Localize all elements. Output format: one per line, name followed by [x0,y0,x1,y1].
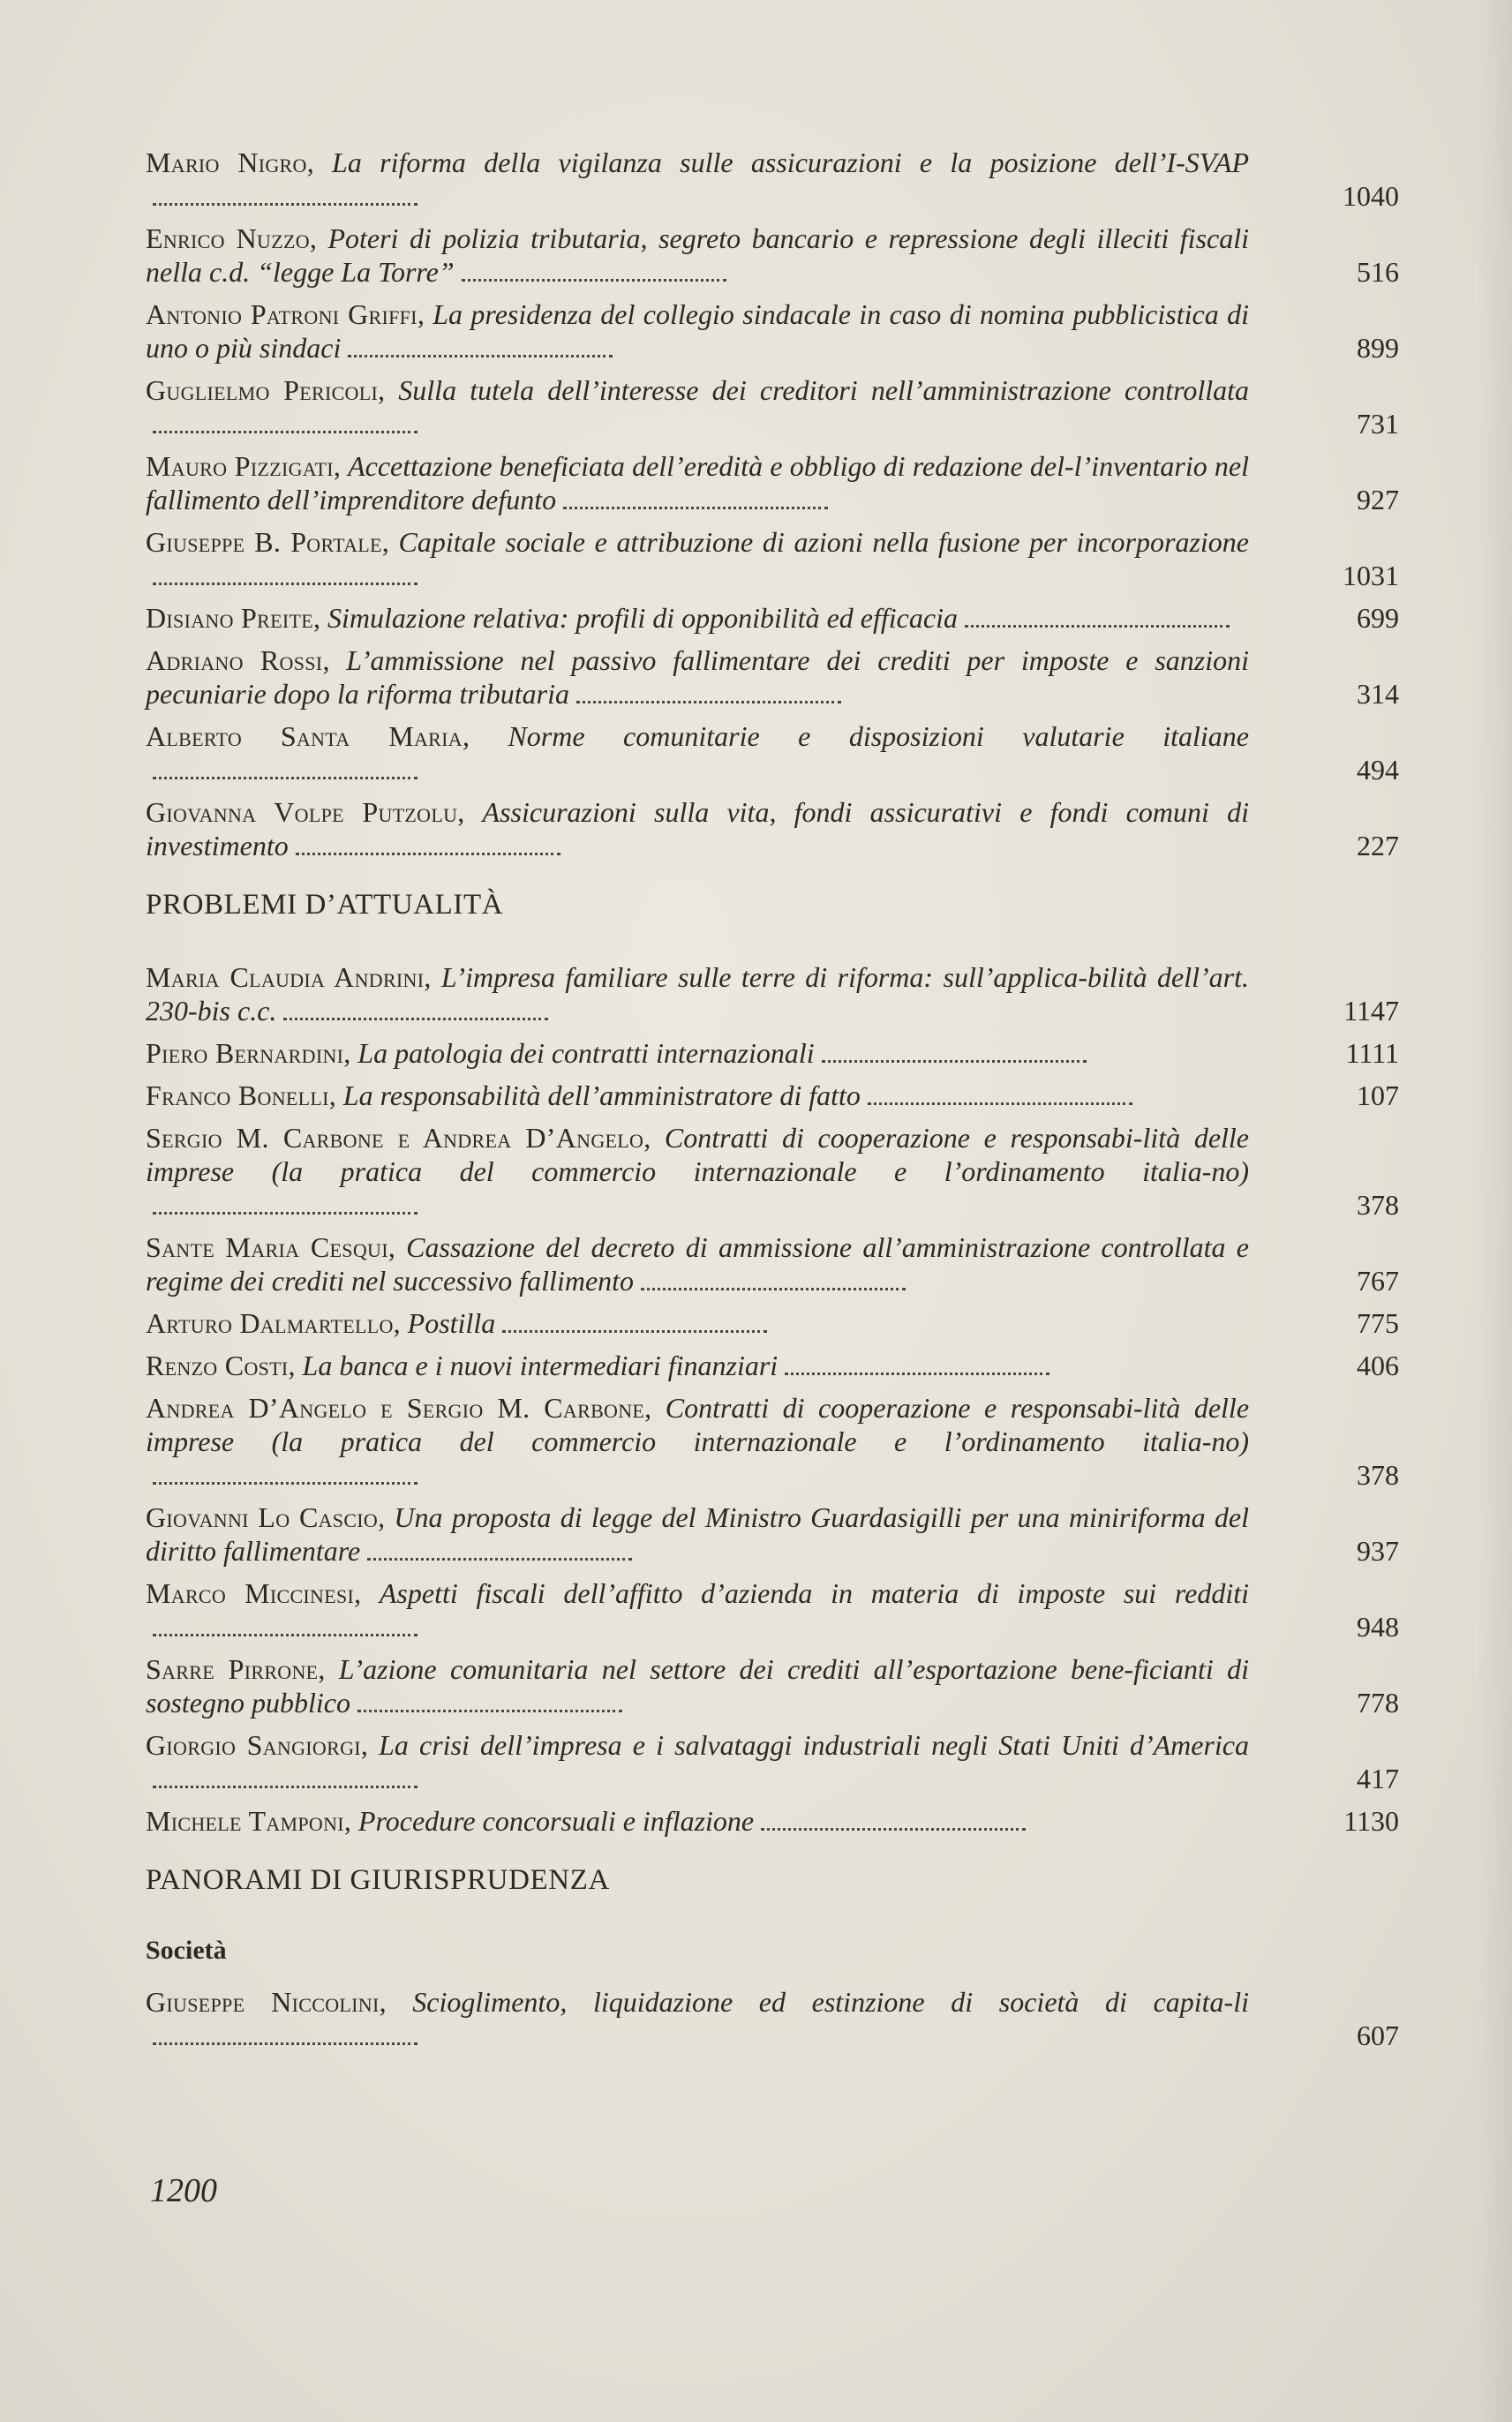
dot-leader [153,575,417,585]
entry-title: Procedure concorsuali e inflazione [357,1805,755,1837]
dot-leader [153,196,417,206]
entry-author: Sarre Pirrone [146,1653,319,1685]
entry-text: Guglielmo Pericoli, Sulla tutela dell’interesse dei creditori nell’amministrazione controllata [146,373,1249,440]
toc-entry [146,1306,1399,1340]
entry-title: La responsabilità dell’amministratore di fatto [342,1079,861,1111]
entry-title: Scioglimento, liquidazione ed estinzione di società di capita-li [412,1986,1249,2018]
entry-text: Sante Maria Cesqui, Cassazione del decreto di ammissione all’amministrazione controllata e regime dei crediti nel successivo fallimento [146,1231,1249,1297]
entry-page-number: 948 [1357,1611,1399,1643]
entry-text: Andrea D’Angelo e Sergio M. Carbone, Contratti di cooperazione e responsabi-lità delle imprese (la pratica del commercio internazionale e l’ordinamento italia-no) [146,1391,1249,1492]
entry-page-number: 778 [1357,1687,1399,1719]
toc-entry [146,146,1399,213]
toc-entry [146,1985,1399,2052]
dot-leader [153,1627,417,1636]
dot-leader [822,1053,1087,1063]
entry-page-number: 899 [1357,332,1399,364]
entry-text: Franco Bonelli, La responsabilità dell’amministratore di fatto [146,1079,1249,1112]
toc-entry [146,222,1399,289]
entry-author: Franco Bonelli [146,1079,329,1111]
entry-page-number: 227 [1357,830,1399,861]
entry-text: Adriano Rossi, L’ammissione nel passivo fallimentare dei crediti per imposte e sanzioni pecuniarie dopo la riforma tributaria [146,644,1250,710]
toc-entry [146,373,1399,440]
entry-page-number: 378 [1357,1459,1399,1491]
entry-author: Adriano Rossi [146,644,323,676]
entry-title: La banca e i nuovi intermediari finanziari [302,1350,779,1381]
entry-author: Andrea D’Angelo e Sergio M. Carbone [146,1392,645,1424]
toc-entry [146,1576,1399,1644]
entry-author: Mario Nigro [146,147,307,178]
entry-text: Enrico Nuzzo, Poteri di polizia tributaria, segreto bancario e repressione degli illeciti fiscali nella c.d. “legge La Torre” [146,222,1250,288]
entry-page-number: 699 [1357,602,1399,634]
entry-title: Contratti di cooperazione e responsabi-lità delle imprese (la pratica del commercio internazionale e l’ordinamento italia-no) [146,1392,1250,1457]
entry-text: Giorgio Sangiorgi, La crisi dell’impresa e i salvataggi industriali negli Stati Uniti d’America [146,1728,1249,1795]
dot-leader [785,1365,1049,1375]
entry-author: Marco Miccinesi [146,1577,355,1609]
entry-title: La riforma della vigilanza sulle assicurazioni e la posizione dell’I-SVAP [332,147,1250,178]
entry-text: Giuseppe B. Portale, Capitale sociale e attribuzione di azioni nella fusione per incorporazione [146,525,1249,592]
entry-page-number: 406 [1357,1350,1399,1381]
dot-leader [153,2035,417,2045]
dot-leader [348,348,613,357]
toc-entry [146,1036,1399,1070]
entry-page-number: 927 [1357,484,1399,515]
entry-author: Giorgio Sangiorgi [146,1729,361,1761]
table-of-contents [146,146,1399,2061]
entry-title: Contratti di cooperazione e responsabi-lità delle imprese (la pratica del commercio internazionale e l’ordinamento italia-no) [146,1122,1250,1187]
entry-page-number: 494 [1357,754,1399,786]
entry-author: Antonio Patroni Griffi [146,298,417,330]
entry-text: Maria Claudia Andrini, L’impresa familiare sulle terre di riforma: sull’applica-bilità dell’art. 230-bis c.c. [146,961,1250,1027]
toc-entry [146,1804,1399,1838]
toc-entry [146,1391,1399,1492]
entry-title: Postilla [407,1307,496,1339]
entry-author: Giuseppe B. Portale [146,526,382,558]
entry-page-number: 731 [1357,408,1399,440]
dot-leader [283,1011,548,1020]
entry-author: Renzo Costi [146,1350,289,1381]
entry-page-number: 937 [1357,1535,1399,1567]
entry-page-number: 607 [1357,2020,1399,2051]
entry-title: L’azione comunitaria nel settore dei crediti all’esportazione bene-ficianti di sostegno pubblico [146,1653,1250,1719]
dot-leader [153,424,417,433]
dot-leader [761,1821,1026,1831]
page-folio-number: 1200 [150,2172,217,2209]
entry-page-number: 1147 [1343,995,1399,1027]
dot-leader [462,272,726,282]
dot-leader [502,1323,767,1333]
toc-entry [146,1121,1399,1222]
entry-title: Una proposta di legge del Ministro Guardasigilli per una miniriforma del diritto fallimentare [146,1501,1250,1567]
dot-leader [367,1551,632,1561]
entry-title: Simulazione relativa: profili di opponibilità ed efficacia [327,602,958,634]
entry-author: Maria Claudia Andrini [146,961,425,993]
entry-author: Sante Maria Cesqui [146,1231,388,1263]
entry-text: Giovanna Volpe Putzolu, Assicurazioni sulla vita, fondi assicurativi e fondi comuni di investimento [146,796,1250,861]
dot-leader [153,1205,417,1215]
entry-page-number: 1111 [1345,1037,1399,1069]
section-heading: PANORAMI DI GIURISPRUDENZA [146,1864,610,1896]
toc-entry [146,1079,1399,1112]
entry-page-number: 417 [1357,1763,1399,1794]
toc-entry [146,1501,1399,1568]
entry-title: La presidenza del collegio sindacale in caso di nomina pubblicistica di uno o più sindaci [146,298,1249,364]
entry-page-number: 378 [1357,1189,1399,1221]
entry-author: Arturo Dalmartello [146,1307,394,1339]
entry-author: Alberto Santa Maria [146,720,463,752]
entry-text: Sarre Pirrone, L’azione comunitaria nel settore dei crediti all’esportazione bene-ficianti di sostegno pubblico [146,1653,1250,1719]
entry-author: Michele Tamponi [146,1805,344,1837]
entry-page-number: 1031 [1343,560,1399,591]
entry-text: Marco Miccinesi, Aspetti fiscali dell’affitto d’azienda in materia di imposte sui redditi [146,1576,1249,1644]
entry-author: Giovanni Lo Cascio [146,1501,379,1533]
toc-entry [146,1652,1399,1719]
dot-leader [296,846,560,855]
dot-leader [153,1779,417,1788]
entry-text: Mauro Pizzigati, Accettazione beneficiata dell’eredità e obbligo di redazione del-l’inventario nel fallimento dell’imprenditore defunto [146,450,1249,515]
dot-leader [576,694,841,703]
entry-author: Guglielmo Pericoli [146,374,379,406]
dot-leader [357,1703,622,1712]
entry-text: Giuseppe Niccolini, Scioglimento, liquidazione ed estinzione di società di capita-li [146,1985,1249,2052]
entry-page-number: 516 [1357,256,1399,288]
entry-author: Mauro Pizzigati [146,450,334,482]
entry-author: Piero Bernardini [146,1037,344,1069]
entry-title: La crisi dell’impresa e i salvataggi industriali negli Stati Uniti d’America [379,1729,1250,1761]
entry-text: Arturo Dalmartello, Postilla [146,1306,1249,1340]
dot-leader [563,500,828,509]
entry-page-number: 767 [1357,1265,1399,1297]
entry-text: Piero Bernardini, La patologia dei contratti internazionali [146,1036,1249,1070]
toc-entry [146,960,1399,1027]
entry-author: Giovanna Volpe Putzolu [146,796,458,828]
dot-leader [641,1281,906,1290]
entry-title: Aspetti fiscali dell’affitto d’azienda in materia di imposte sui redditi [379,1577,1250,1609]
entry-text: Alberto Santa Maria, Norme comunitarie e disposizioni valutarie italiane [146,719,1249,786]
entry-author: Sergio M. Carbone e Andrea D’Angelo [146,1122,644,1154]
entry-title: L’ammissione nel passivo fallimentare dei crediti per imposte e sanzioni pecuniarie dopo la riforma tributaria [146,644,1250,710]
entry-page-number: 1040 [1343,180,1399,212]
entry-text: Mario Nigro, La riforma della vigilanza sulle assicurazioni e la posizione dell’I-SVAP [146,146,1249,213]
entry-title: Sulla tutela dell’interesse dei creditori nell’amministrazione controllata [398,374,1250,406]
entry-text: Sergio M. Carbone e Andrea D’Angelo, Contratti di cooperazione e responsabi-lità delle imprese (la pratica del commercio internazionale e l’ordinamento italia-no) [146,1121,1249,1222]
entry-title: Capitale sociale e attribuzione di azioni nella fusione per incorporazione [398,526,1250,558]
entry-text: Michele Tamponi, Procedure concorsuali e inflazione [146,1804,1249,1838]
dot-leader [868,1095,1132,1105]
entry-title: L’impresa familiare sulle terre di riforma: sull’applica-bilità dell’art. 230-bis c.c. [146,961,1250,1027]
toc-entry [146,719,1399,786]
entry-text: Disiano Preite, Simulazione relativa: profili di opponibilità ed efficacia [146,601,1249,635]
entry-title: Poteri di polizia tributaria, segreto bancario e repressione degli illeciti fiscali nella c.d. “legge La Torre” [146,222,1250,288]
dot-leader [965,618,1230,628]
entry-title: Accettazione beneficiata dell’eredità e obbligo di redazione del-l’inventario nel fallimento dell’imprenditore defunto [146,450,1249,515]
entry-title: Cassazione del decreto di ammissione all’amministrazione controllata e regime dei crediti nel successivo fallimento [146,1231,1249,1297]
dot-leader [153,1475,417,1485]
toc-entry [146,601,1399,635]
entry-author: Disiano Preite [146,602,313,634]
toc-entry [146,525,1399,592]
entry-page-number: 314 [1357,678,1399,710]
entry-text: Renzo Costi, La banca e i nuovi intermediari finanziari [146,1349,1249,1382]
toc-entry [146,449,1399,516]
toc-entry [146,1728,1399,1795]
entry-page-number: 775 [1357,1307,1399,1339]
entry-text: Antonio Patroni Griffi, La presidenza del collegio sindacale in caso di nomina pubblicistica di uno o più sindaci [146,298,1249,364]
entry-author: Enrico Nuzzo [146,222,310,254]
toc-entry [146,795,1399,862]
entry-page-number: 107 [1357,1079,1399,1111]
dot-leader [153,770,417,779]
section-subheading: Società [146,1936,227,1965]
entry-title: Assicurazioni sulla vita, fondi assicurativi e fondi comuni di investimento [146,796,1250,861]
section-heading: PROBLEMI D’ATTUALITÀ [146,889,504,921]
entry-title: La patologia dei contratti internazionali [357,1037,815,1069]
entry-page-number: 1130 [1343,1805,1399,1837]
toc-entry [146,297,1399,365]
entry-author: Giuseppe Niccolini [146,1986,380,2018]
entry-text: Giovanni Lo Cascio, Una proposta di legge del Ministro Guardasigilli per una miniriforma del diritto fallimentare [146,1501,1250,1567]
toc-entry [146,643,1399,711]
toc-entry [146,1230,1399,1298]
entry-title: Norme comunitarie e disposizioni valutarie italiane [508,720,1250,752]
toc-entry [146,1349,1399,1382]
